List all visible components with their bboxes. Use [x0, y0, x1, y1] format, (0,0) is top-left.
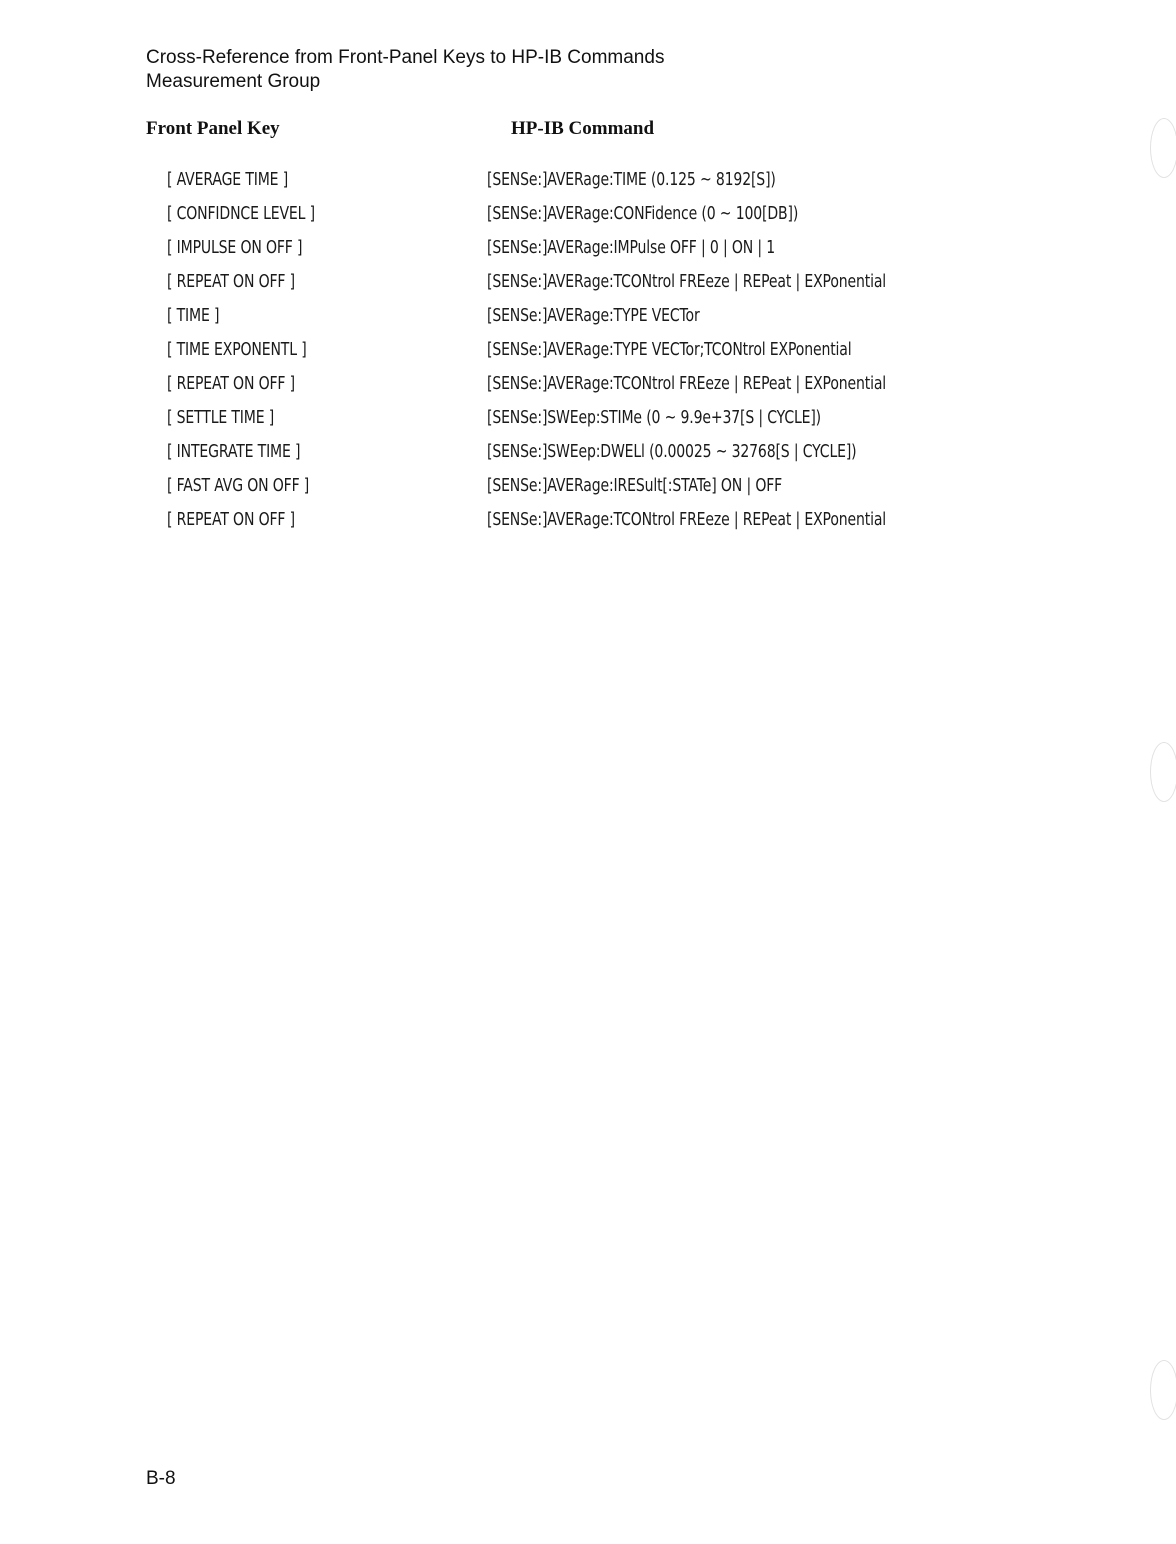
header-title: Cross-Reference from Front-Panel Keys to HP-IB Commands [146, 47, 665, 68]
table-row [0, 371, 1176, 405]
table-row [0, 337, 1176, 371]
page-header [146, 46, 664, 94]
table-row [0, 201, 1176, 235]
front-panel-key: [ REPEAT ON OFF ] [167, 373, 295, 394]
hpib-command-heading: HP-IB Command [511, 118, 655, 139]
hpib-command: [SENSe:]SWEep:DWELl (0.00025 ~ 32768[S | CYCLE]) [487, 441, 857, 462]
hpib-command: [SENSe:]AVERage:TCONtrol FREeze | REPeat | EXPonential [487, 509, 887, 530]
binder-hole-middle [1150, 742, 1176, 802]
front-panel-key: [ REPEAT ON OFF ] [167, 509, 295, 530]
header-subtitle: Measurement Group [146, 71, 321, 92]
hpib-command: [SENSe:]AVERage:IRESult[:STATe] ON | OFF [487, 475, 783, 496]
table-row [0, 507, 1176, 541]
front-panel-key: [ INTEGRATE TIME ] [167, 441, 301, 462]
page-number: B-8 [146, 1468, 176, 1489]
table-row [0, 167, 1176, 201]
hpib-command: [SENSe:]SWEep:STIMe (0 ~ 9.9e+37[S | CYCLE]) [487, 407, 822, 428]
hpib-command: [SENSe:]AVERage:TYPE VECTor;TCONtrol EXPonential [487, 339, 852, 360]
hpib-command: [SENSe:]AVERage:TIME (0.125 ~ 8192[S]) [487, 169, 776, 190]
front-panel-key: [ AVERAGE TIME ] [167, 169, 289, 190]
front-panel-key: [ CONFIDNCE LEVEL ] [167, 203, 315, 224]
hpib-command: [SENSe:]AVERage:TYPE VECTor [487, 305, 700, 326]
binder-hole-bottom [1150, 1360, 1176, 1420]
table-row [0, 303, 1176, 337]
table-row [0, 439, 1176, 473]
front-panel-key-heading: Front Panel Key [146, 118, 280, 139]
front-panel-key: [ TIME EXPONENTL ] [167, 339, 307, 360]
front-panel-key: [ SETTLE TIME ] [167, 407, 275, 428]
cross-reference-table [0, 167, 1176, 541]
hpib-command: [SENSe:]AVERage:TCONtrol FREeze | REPeat | EXPonential [487, 373, 887, 394]
front-panel-key: [ TIME ] [167, 305, 220, 326]
table-row [0, 235, 1176, 269]
front-panel-key: [ FAST AVG ON OFF ] [167, 475, 310, 496]
hpib-command: [SENSe:]AVERage:IMPulse OFF | 0 | ON | 1 [487, 237, 776, 258]
front-panel-key: [ REPEAT ON OFF ] [167, 271, 295, 292]
hpib-command: [SENSe:]AVERage:CONFidence (0 ~ 100[DB]) [487, 203, 799, 224]
hpib-command: [SENSe:]AVERage:TCONtrol FREeze | REPeat | EXPonential [487, 271, 887, 292]
table-row [0, 473, 1176, 507]
table-row [0, 405, 1176, 439]
table-row [0, 269, 1176, 303]
front-panel-key: [ IMPULSE ON OFF ] [167, 237, 303, 258]
